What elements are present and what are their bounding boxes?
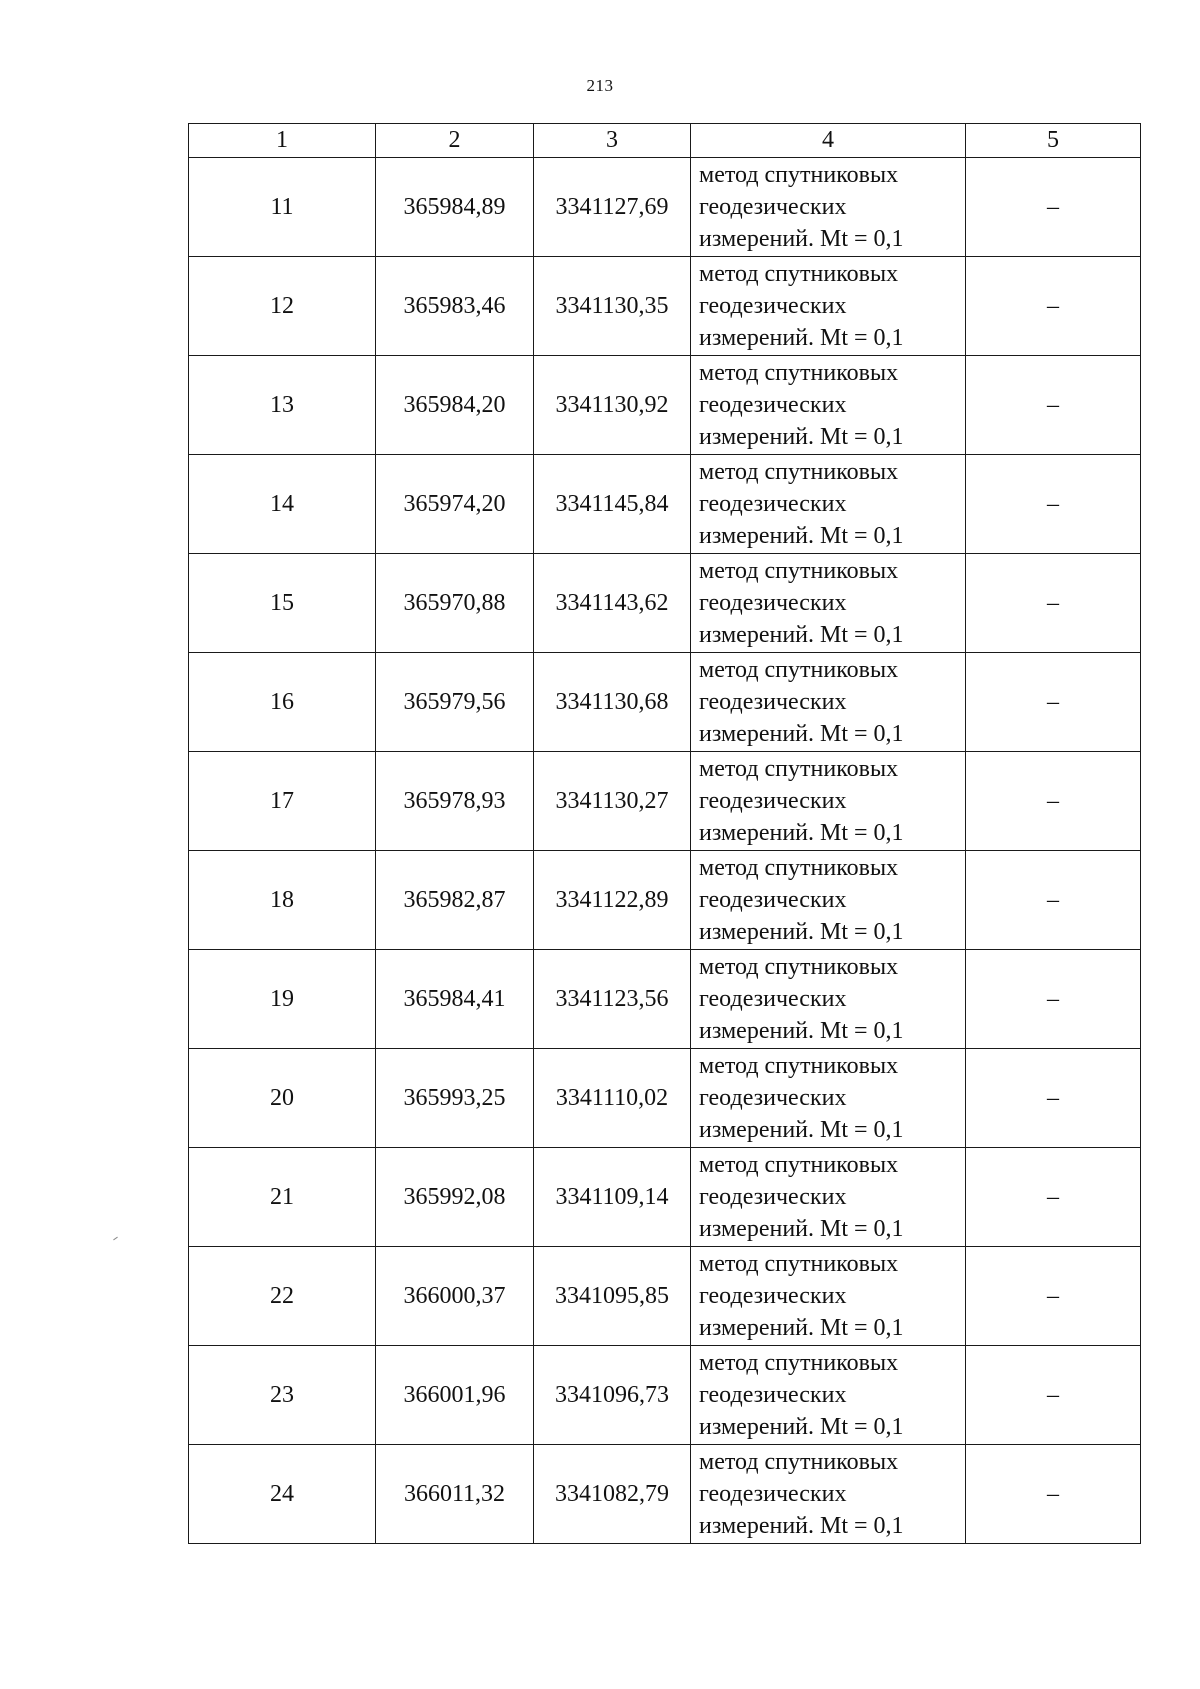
coord-x: 365984,20 (376, 356, 534, 455)
method-line-3: измерений. Mt = 0,1 (699, 424, 904, 450)
description-cell: – (966, 950, 1141, 1049)
coord-x: 365984,89 (376, 158, 534, 257)
table-row (189, 1148, 1141, 1247)
coord-x: 365974,20 (376, 455, 534, 554)
coord-x: 365979,56 (376, 653, 534, 752)
description-cell: – (966, 653, 1141, 752)
method-cell (691, 257, 966, 356)
table-row (189, 356, 1141, 455)
method-cell (691, 1346, 966, 1445)
coord-y: 3341096,73 (534, 1346, 691, 1445)
description-cell: – (966, 554, 1141, 653)
point-number: 13 (189, 356, 376, 455)
coordinates-table-container (188, 123, 1140, 1544)
table-row (189, 653, 1141, 752)
coord-y: 3341122,89 (534, 851, 691, 950)
method-cell (691, 1049, 966, 1148)
method-line-1: метод спутниковых (699, 1449, 899, 1475)
coord-x: 365993,25 (376, 1049, 534, 1148)
method-line-1: метод спутниковых (699, 1053, 899, 1079)
coord-x: 365984,41 (376, 950, 534, 1049)
method-line-3: измерений. Mt = 0,1 (699, 1117, 904, 1143)
table-row (189, 1049, 1141, 1148)
point-number: 24 (189, 1445, 376, 1544)
method-line-1: метод спутниковых (699, 657, 899, 683)
method-cell (691, 752, 966, 851)
header-col-3: 3 (534, 124, 691, 158)
point-number: 22 (189, 1247, 376, 1346)
method-line-2: геодезических (699, 590, 847, 616)
coordinates-table (188, 123, 1141, 1544)
description-cell: – (966, 158, 1141, 257)
method-line-3: измерений. Mt = 0,1 (699, 1315, 904, 1341)
method-line-2: геодезических (699, 1283, 847, 1309)
coord-y: 3341145,84 (534, 455, 691, 554)
method-line-2: геодезических (699, 392, 847, 418)
method-line-1: метод спутниковых (699, 954, 899, 980)
description-cell: – (966, 851, 1141, 950)
description-cell: – (966, 1247, 1141, 1346)
method-cell (691, 455, 966, 554)
description-cell: – (966, 356, 1141, 455)
coord-y: 3341127,69 (534, 158, 691, 257)
table-row (189, 851, 1141, 950)
description-cell: – (966, 1445, 1141, 1544)
method-line-1: метод спутниковых (699, 1251, 899, 1277)
coord-y: 3341095,85 (534, 1247, 691, 1346)
method-line-1: метод спутниковых (699, 162, 899, 188)
coord-x: 365983,46 (376, 257, 534, 356)
description-cell: – (966, 455, 1141, 554)
table-body (189, 158, 1141, 1544)
coord-y: 3341143,62 (534, 554, 691, 653)
point-number: 15 (189, 554, 376, 653)
method-line-2: геодезических (699, 788, 847, 814)
method-line-1: метод спутниковых (699, 360, 899, 386)
coord-y: 3341130,92 (534, 356, 691, 455)
method-line-2: геодезических (699, 986, 847, 1012)
method-cell (691, 950, 966, 1049)
method-line-2: геодезических (699, 1085, 847, 1111)
method-line-1: метод спутниковых (699, 261, 899, 287)
method-cell (691, 554, 966, 653)
coord-x: 366011,32 (376, 1445, 534, 1544)
description-cell: – (966, 1148, 1141, 1247)
header-row (189, 124, 1141, 158)
point-number: 18 (189, 851, 376, 950)
method-line-1: метод спутниковых (699, 855, 899, 881)
method-line-3: измерений. Mt = 0,1 (699, 919, 904, 945)
method-line-3: измерений. Mt = 0,1 (699, 622, 904, 648)
method-cell (691, 158, 966, 257)
table-row (189, 1346, 1141, 1445)
coord-y: 3341082,79 (534, 1445, 691, 1544)
method-line-2: геодезических (699, 293, 847, 319)
point-number: 11 (189, 158, 376, 257)
table-row (189, 1445, 1141, 1544)
method-line-2: геодезических (699, 491, 847, 517)
method-line-1: метод спутниковых (699, 459, 899, 485)
method-line-1: метод спутниковых (699, 558, 899, 584)
scan-speck (113, 1237, 118, 1241)
description-cell: – (966, 1346, 1141, 1445)
point-number: 12 (189, 257, 376, 356)
description-cell: – (966, 752, 1141, 851)
method-line-2: геодезических (699, 1481, 847, 1507)
point-number: 20 (189, 1049, 376, 1148)
method-line-3: измерений. Mt = 0,1 (699, 325, 904, 351)
coord-x: 366001,96 (376, 1346, 534, 1445)
coord-x: 365970,88 (376, 554, 534, 653)
coord-y: 3341109,14 (534, 1148, 691, 1247)
coord-y: 3341130,27 (534, 752, 691, 851)
table-row (189, 1247, 1141, 1346)
header-col-1: 1 (189, 124, 376, 158)
coord-y: 3341123,56 (534, 950, 691, 1049)
method-line-1: метод спутниковых (699, 1152, 899, 1178)
method-line-3: измерений. Mt = 0,1 (699, 820, 904, 846)
table-row (189, 158, 1141, 257)
method-line-2: геодезических (699, 1382, 847, 1408)
coord-x: 365978,93 (376, 752, 534, 851)
method-line-2: геодезических (699, 689, 847, 715)
method-line-1: метод спутниковых (699, 756, 899, 782)
coord-y: 3341130,35 (534, 257, 691, 356)
point-number: 23 (189, 1346, 376, 1445)
table-row (189, 950, 1141, 1049)
coord-y: 3341110,02 (534, 1049, 691, 1148)
header-col-2: 2 (376, 124, 534, 158)
point-number: 21 (189, 1148, 376, 1247)
description-cell: – (966, 257, 1141, 356)
description-cell: – (966, 1049, 1141, 1148)
coord-x: 366000,37 (376, 1247, 534, 1346)
method-line-3: измерений. Mt = 0,1 (699, 1018, 904, 1044)
method-cell (691, 1247, 966, 1346)
table-row (189, 257, 1141, 356)
method-cell (691, 851, 966, 950)
point-number: 16 (189, 653, 376, 752)
table-row (189, 752, 1141, 851)
point-number: 14 (189, 455, 376, 554)
page-number: 213 (586, 76, 614, 95)
method-line-2: геодезических (699, 1184, 847, 1210)
point-number: 19 (189, 950, 376, 1049)
method-line-1: метод спутниковых (699, 1350, 899, 1376)
method-cell (691, 356, 966, 455)
header-col-5: 5 (966, 124, 1141, 158)
method-line-3: измерений. Mt = 0,1 (699, 1414, 904, 1440)
method-line-3: измерений. Mt = 0,1 (699, 721, 904, 747)
method-line-2: геодезических (699, 194, 847, 220)
method-line-3: измерений. Mt = 0,1 (699, 1216, 904, 1242)
method-line-3: измерений. Mt = 0,1 (699, 1513, 904, 1539)
method-line-2: геодезических (699, 887, 847, 913)
point-number: 17 (189, 752, 376, 851)
header-col-4: 4 (691, 124, 966, 158)
coord-y: 3341130,68 (534, 653, 691, 752)
table-row (189, 455, 1141, 554)
coord-x: 365992,08 (376, 1148, 534, 1247)
method-cell (691, 1148, 966, 1247)
coord-x: 365982,87 (376, 851, 534, 950)
method-cell (691, 653, 966, 752)
method-cell (691, 1445, 966, 1544)
table-header (189, 124, 1141, 158)
table-row (189, 554, 1141, 653)
method-line-3: измерений. Mt = 0,1 (699, 226, 904, 252)
method-line-3: измерений. Mt = 0,1 (699, 523, 904, 549)
